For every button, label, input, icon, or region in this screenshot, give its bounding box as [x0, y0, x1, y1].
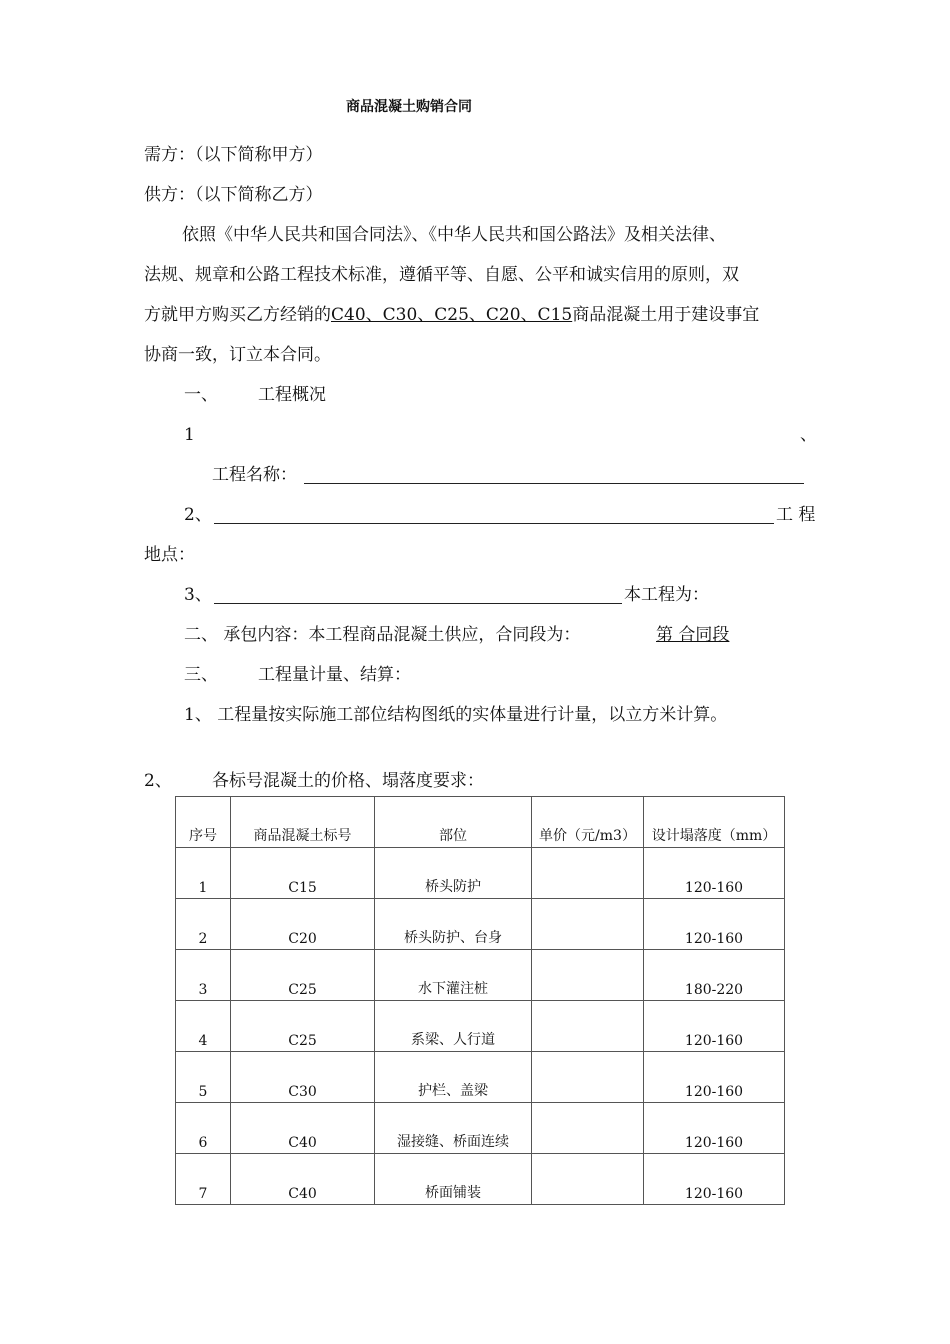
seller-line: 供方：（以下简称乙方）	[144, 185, 323, 205]
cell-part: 桥头防护	[375, 848, 532, 899]
cell-grade: C30	[231, 1052, 375, 1103]
cell-price	[532, 1154, 644, 1205]
item-3-tail: 本工程为：	[624, 585, 709, 605]
header-grade: 商品混凝土标号	[231, 797, 375, 848]
cell-grade: C40	[231, 1103, 375, 1154]
cell-part: 湿接缝、桥面连续	[375, 1103, 532, 1154]
cell-no: 3	[176, 950, 231, 1001]
cell-no: 4	[176, 1001, 231, 1052]
document-title: 商品混凝土购销合同	[346, 99, 472, 115]
cell-slump: 180-220	[644, 950, 785, 1001]
cell-price	[532, 848, 644, 899]
price-slump-table	[175, 796, 785, 1205]
item-3-blank	[214, 603, 622, 604]
cell-no: 2	[176, 899, 231, 950]
clause-2-text: 各标号混凝土的价格、塌落度要求：	[212, 771, 484, 791]
intro-line-2: 法规、规章和公路工程技术标准，遵循平等、自愿、公平和诚实信用的原则，双	[144, 265, 739, 285]
clause-2-number: 2、	[144, 771, 172, 791]
table-row	[176, 1001, 785, 1052]
cell-no: 1	[176, 848, 231, 899]
cell-slump: 120-160	[644, 1154, 785, 1205]
contract-section-value: 第 合同段	[656, 625, 730, 645]
item-3-number: 3、	[184, 585, 212, 605]
header-slump: 设计塌落度（mm）	[644, 797, 785, 848]
intro-line-3-post: 商品混凝土用于建设事宜	[572, 305, 760, 325]
cell-slump: 120-160	[644, 1052, 785, 1103]
cell-grade: C20	[231, 899, 375, 950]
table-row	[176, 1052, 785, 1103]
cell-slump: 120-160	[644, 1001, 785, 1052]
item-2-blank	[214, 523, 774, 524]
header-part: 部位	[375, 797, 532, 848]
table-header-row	[176, 797, 785, 848]
cell-part: 护栏、盖梁	[375, 1052, 532, 1103]
cell-slump: 120-160	[644, 1103, 785, 1154]
item-2-number: 2、	[184, 505, 212, 525]
project-name-label: 工程名称：	[212, 465, 297, 485]
table-row	[176, 1103, 785, 1154]
header-no: 序号	[176, 797, 231, 848]
section-1-number: 一、	[184, 385, 218, 405]
cell-slump: 120-160	[644, 848, 785, 899]
cell-no: 7	[176, 1154, 231, 1205]
cell-slump: 120-160	[644, 899, 785, 950]
cell-price	[532, 1001, 644, 1052]
concrete-grades: C40、C30、C25、C20、C15	[331, 305, 573, 325]
section-1-title: 工程概况	[258, 385, 326, 405]
table-row	[176, 1154, 785, 1205]
cell-part: 桥面铺装	[375, 1154, 532, 1205]
buyer-line: 需方：（以下简称甲方）	[144, 145, 323, 165]
project-name-blank	[304, 483, 804, 484]
clause-1: 1、 工程量按实际施工部位结构图纸的实体量进行计量，以立方米计算。	[184, 705, 728, 725]
item-1-separator: 、	[800, 425, 817, 445]
intro-line-4: 协商一致，订立本合同。	[144, 345, 331, 365]
cell-part: 桥头防护、台身	[375, 899, 532, 950]
section-3-number: 三、	[184, 665, 218, 685]
cell-grade: C40	[231, 1154, 375, 1205]
header-price: 单价（元/m3）	[532, 797, 644, 848]
cell-price	[532, 1103, 644, 1154]
item-1-number: 1	[184, 425, 195, 445]
cell-grade: C25	[231, 950, 375, 1001]
intro-line-3	[144, 304, 759, 326]
cell-price	[532, 950, 644, 1001]
cell-price	[532, 899, 644, 950]
cell-no: 5	[176, 1052, 231, 1103]
cell-grade: C15	[231, 848, 375, 899]
item-2-tail: 工 程	[776, 505, 816, 525]
location-label: 地点：	[144, 545, 195, 565]
section-3-title: 工程量计量、结算：	[258, 665, 411, 685]
section-2-text: 二、 承包内容：本工程商品混凝土供应，合同段为：	[184, 625, 581, 645]
intro-line-1: 依照《中华人民共和国合同法》、《中华人民共和国公路法》及相关法律、	[182, 225, 726, 245]
cell-part: 系梁、人行道	[375, 1001, 532, 1052]
cell-part: 水下灌注桩	[375, 950, 532, 1001]
cell-grade: C25	[231, 1001, 375, 1052]
intro-line-3-pre: 方就甲方购买乙方经销的	[144, 305, 331, 325]
table-row	[176, 950, 785, 1001]
table-row	[176, 899, 785, 950]
cell-no: 6	[176, 1103, 231, 1154]
table-row	[176, 848, 785, 899]
cell-price	[532, 1052, 644, 1103]
